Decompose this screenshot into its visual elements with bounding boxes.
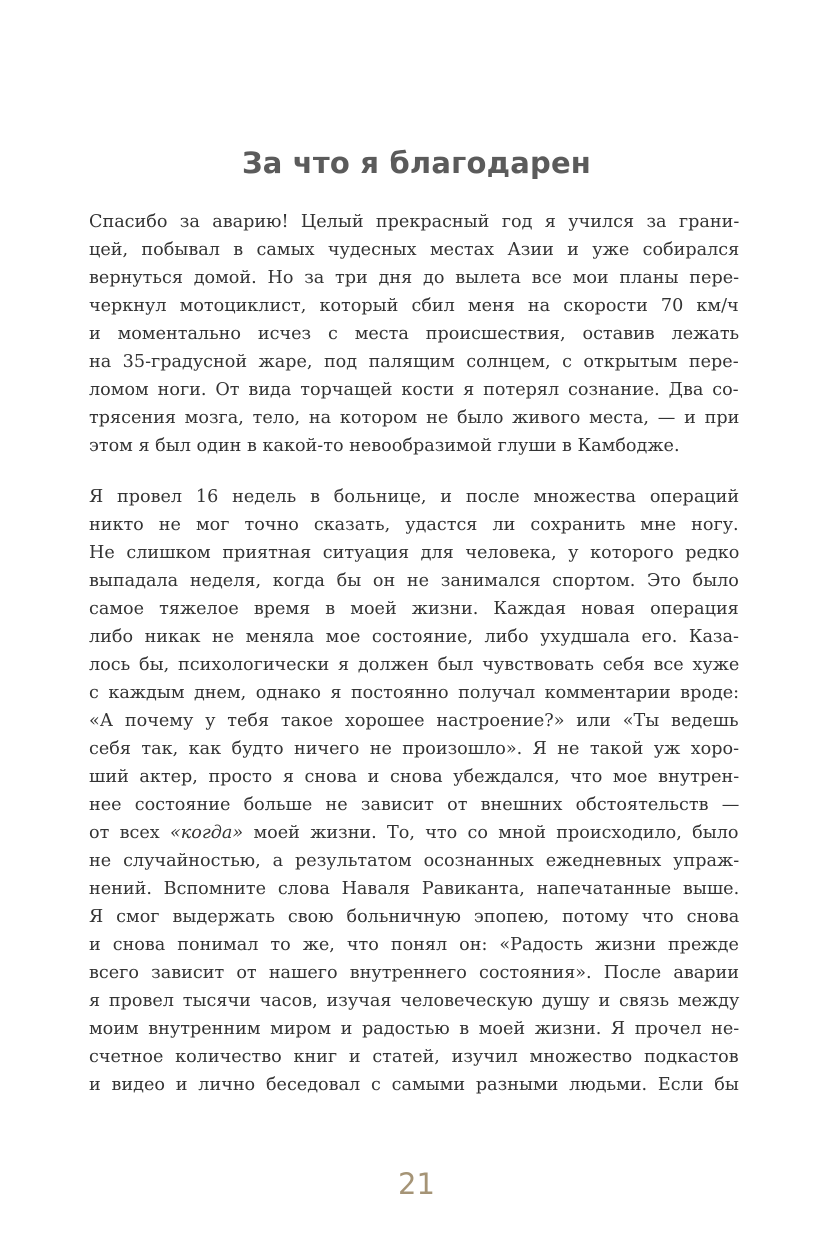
emphasis-before: от всех [89,823,171,843]
text-line: на 35-градусной жаре, под палящим солнцем, с открытым пере- [89,352,739,372]
text-line: и снова понимал то же, что понял он: «Радость жизни прежде [89,935,739,955]
text-line: этом я был один в какой-то невообразимой глуши в Камбодже. [89,436,680,456]
text-line: всего зависит от нашего внутреннего состояния». После аварии [89,963,739,983]
text-line: черкнул мотоциклист, который сбил меня на скорости 70 км/ч [89,296,739,316]
text-line: вернуться домой. Но за три дня до вылета все мои планы пере- [89,268,740,288]
text-line: цей, побывал в самых чудесных местах Азии и уже собирался [89,240,740,260]
page-number: 21 [398,1167,435,1201]
text-line: с каждым днем, однако я постоянно получал комментарии вроде: [89,683,740,703]
text-line: я провел тысячи часов, изучая человеческую душу и связь между [89,991,740,1011]
text-line: себя так, как будто ничего не произошло». Я не такой уж хоро- [89,739,740,759]
emphasis-line-content [89,819,739,847]
text-line: Не слишком приятная ситуация для человека, у которого редко [89,543,740,563]
text-line: ломом ноги. От вида торчащей кости я потерял сознание. Два со- [89,380,739,400]
text-line: нений. Вспомните слова Наваля Равиканта, напечатанные выше. [89,879,740,899]
text-line: трясения мозга, тело, на котором не было живого места, — и при [89,408,740,428]
paragraph-1 [89,208,739,460]
text-line: Я смог выдержать свою больничную эпопею, потому что снова [89,907,740,927]
text-line: нее состояние больше не зависит от внешних обстоятельств — [89,795,740,815]
text-line: Я провел 16 недель в больнице, и после множества операций [89,487,740,507]
text-line: счетное количество книг и статей, изучил множество подкастов [89,1047,739,1067]
emphasis-after: моей жизни. То, что со мной происходило, было [243,823,739,843]
chapter-title: За что я благодарен [241,146,592,180]
text-line: никто не мог точно сказать, удастся ли сохранить мне ногу. [89,515,739,535]
emphasis-word: «когда» [170,823,244,843]
paragraph-2 [89,483,739,1099]
text-line: либо никак не меняла мое состояние, либо ухудшала его. Каза- [89,627,739,647]
text-line: не случайностью, а результатом осознанных ежедневных упраж- [89,851,740,871]
text-line: и видео и лично беседовал с самыми разными людьми. Если бы [89,1075,739,1095]
text-line: «А почему у тебя такое хорошее настроение?» или «Ты ведешь [89,711,739,731]
text-line: моим внутренним миром и радостью в моей жизни. Я прочел не- [89,1019,740,1039]
text-line-with-emphasis [89,819,739,847]
text-line: ший актер, просто я снова и снова убеждался, что мое внутрен- [89,767,740,787]
text-line: самое тяжелое время в моей жизни. Каждая новая операция [89,599,739,619]
text-line: и моментально исчез с места происшествия, оставив лежать [89,324,740,344]
text-line: Спасибо за аварию! Целый прекрасный год я учился за грани- [89,212,740,232]
text-line: лось бы, психологически я должен был чувствовать себя все хуже [89,655,740,675]
text-line: выпадала неделя, когда бы он не занимался спортом. Это было [89,571,739,591]
